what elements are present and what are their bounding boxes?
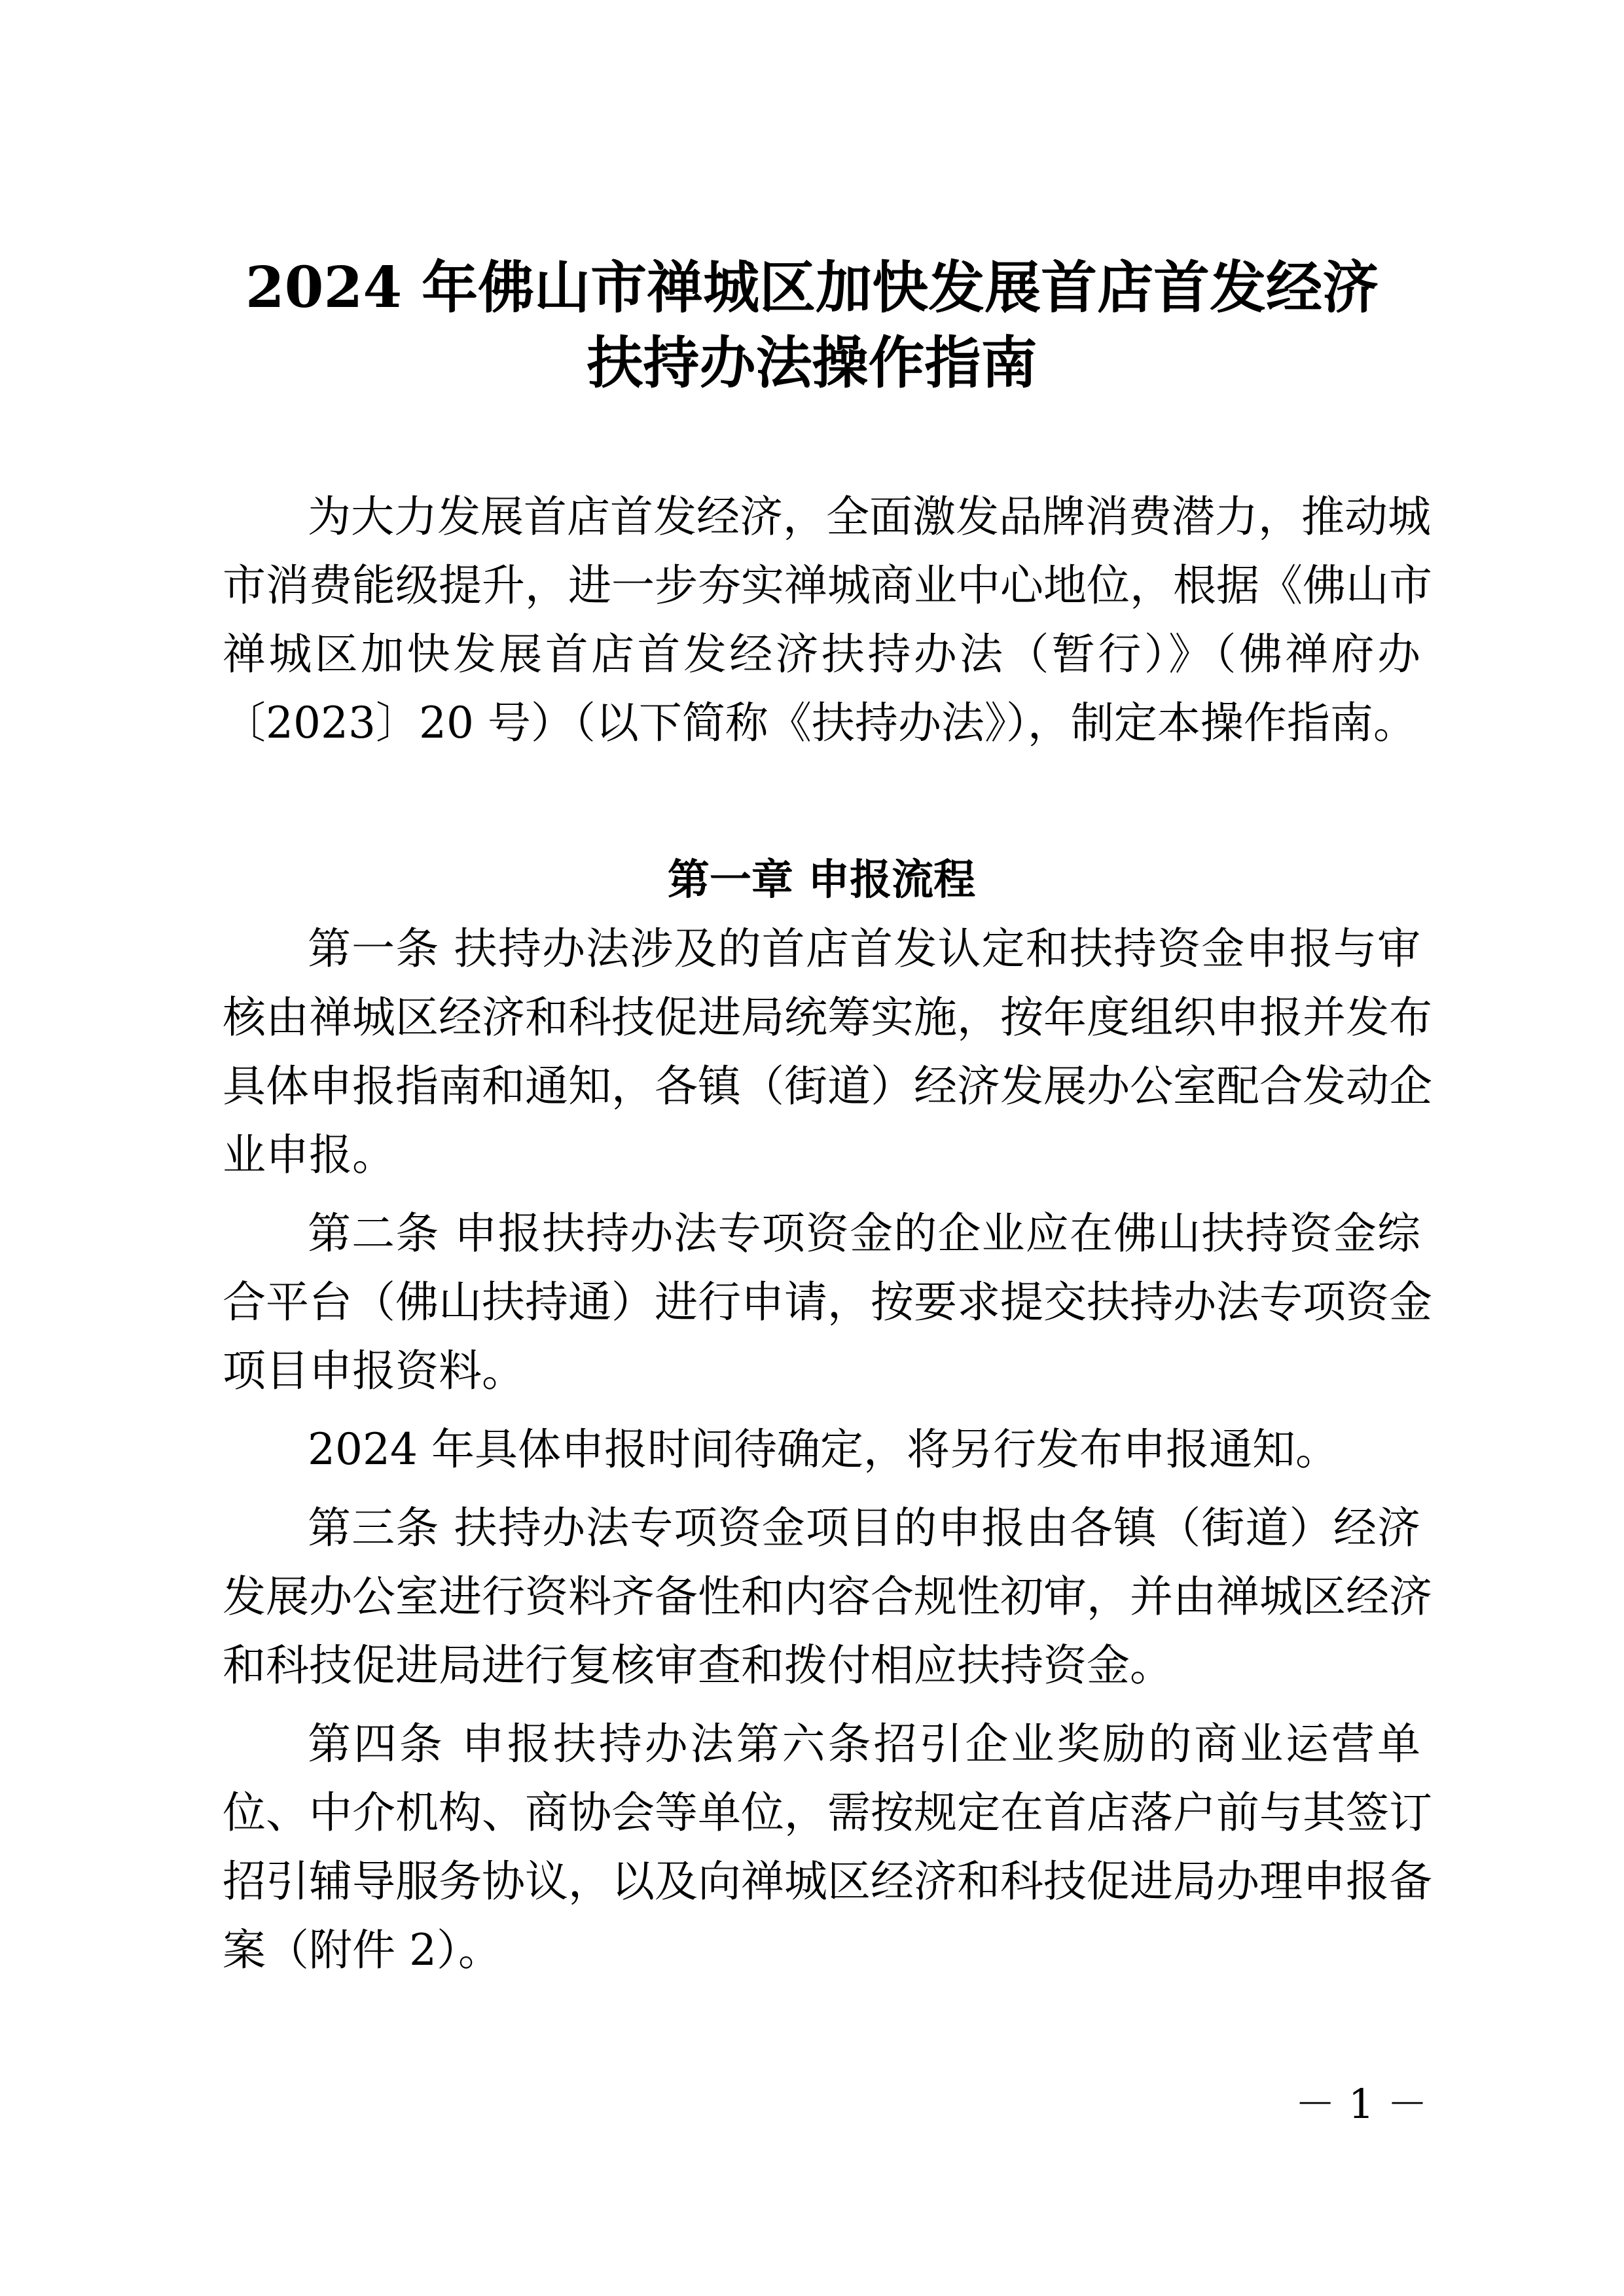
article-4-line: 招引辅导服务协议，以及向禅城区经济和科技促进局办理申报备 — [223, 1856, 1432, 1907]
article-1-line: 第一条 扶持办法涉及的首店首发认定和扶持资金申报与审 — [308, 924, 1420, 974]
article-2-note: 2024 年具体申报时间待确定，将另行发布申报通知。 — [308, 1424, 1339, 1475]
document-title-line-2: 扶持办法操作指南 — [586, 330, 1038, 396]
article-3-line: 发展办公室进行资料齐备性和内容合规性初审，并由禅城区经济 — [223, 1571, 1432, 1622]
document-title-line-1: 2024 年佛山市禅城区加快发展首店首发经济 — [245, 255, 1379, 321]
article-4-line: 案（附件 2）。 — [223, 1925, 501, 1975]
article-1-line: 业申报。 — [223, 1130, 395, 1180]
article-4-line: 第四条 申报扶持办法第六条招引企业奖励的商业运营单 — [308, 1719, 1420, 1769]
intro-line: 市消费能级提升，进一步夯实禅城商业中心地位，根据《佛山市 — [223, 560, 1432, 611]
intro-line: 为大力发展首店首发经济，全面激发品牌消费潜力，推动城 — [308, 492, 1431, 542]
article-4-line: 位、中介机构、商协会等单位，需按规定在首店落户前与其签订 — [223, 1787, 1432, 1838]
intro-line: 禅城区加快发展首店首发经济扶持办法（暂行）》（佛禅府办 — [223, 629, 1420, 679]
article-1-line: 具体申报指南和通知，各镇（街道）经济发展办公室配合发动企 — [223, 1061, 1432, 1111]
article-3-line: 第三条 扶持办法专项资金项目的申报由各镇（街道）经济 — [308, 1503, 1420, 1553]
article-1-line: 核由禅城区经济和科技促进局统筹实施，按年度组织申报并发布 — [223, 992, 1432, 1043]
intro-line: 〔2023〕20 号）（以下简称《扶持办法》），制定本操作指南。 — [223, 698, 1416, 748]
article-2-line: 第二条 申报扶持办法专项资金的企业应在佛山扶持资金综 — [308, 1208, 1420, 1259]
page-number: － 1 － — [1295, 2080, 1428, 2128]
chapter-heading: 第一章 申报流程 — [667, 856, 976, 905]
article-2-line: 项目申报资料。 — [223, 1346, 525, 1396]
article-2-line: 合平台（佛山扶持通）进行申请，按要求提交扶持办法专项资金 — [223, 1277, 1432, 1327]
article-3-line: 和科技促进局进行复核审查和拨付相应扶持资金。 — [223, 1640, 1173, 1691]
